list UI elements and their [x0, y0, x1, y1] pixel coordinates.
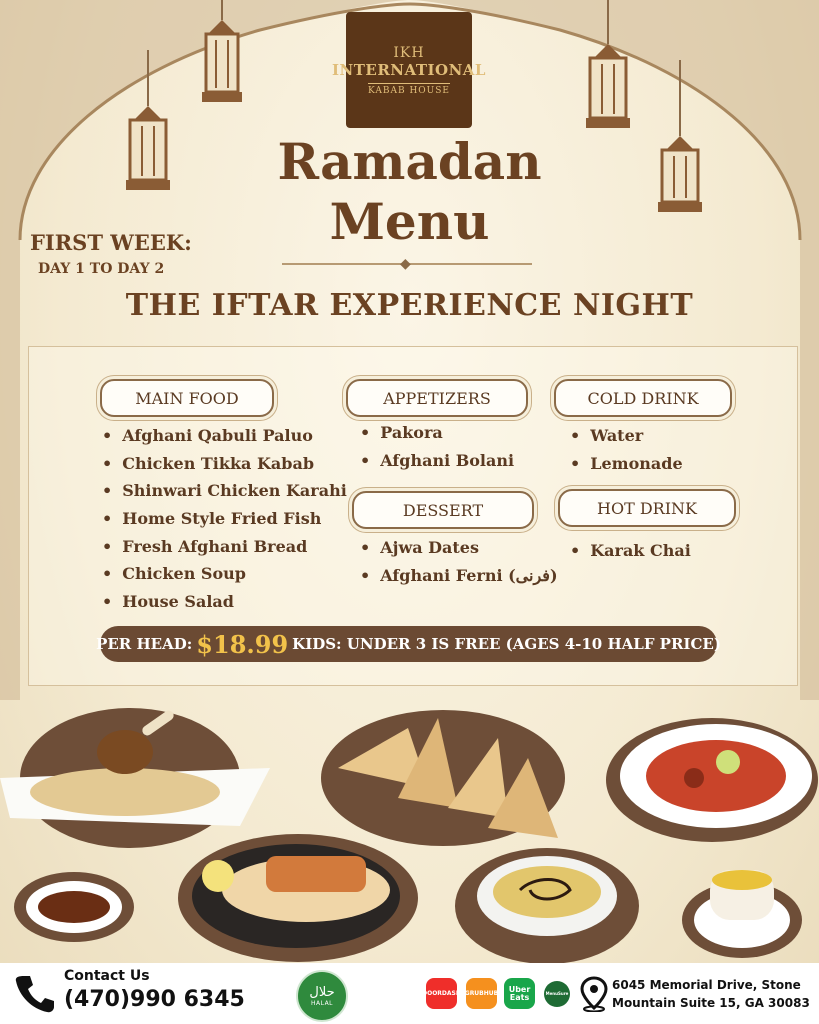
- list-item: • Pakora: [360, 419, 514, 447]
- address-line-2: Mountain Suite 15, GA 30083: [612, 996, 810, 1010]
- address: [612, 976, 810, 1012]
- section-label-hot-drink: HOT DRINK: [558, 489, 736, 527]
- event-title: THE IFTAR EXPERIENCE NIGHT: [125, 288, 694, 323]
- section-label-main-food: MAIN FOOD: [100, 379, 274, 417]
- page-title-line-2: Menu: [329, 192, 490, 251]
- phone-icon[interactable]: [14, 972, 56, 1014]
- karak-chai-image: [680, 856, 804, 960]
- section-label-appetizers: APPETIZERS: [346, 379, 528, 417]
- uber-eats-icon[interactable]: Uber Eats: [504, 978, 535, 1009]
- price-amount: $18.99: [196, 629, 289, 659]
- halal-arabic: حلال: [309, 984, 335, 1000]
- list-item: • Lemonade: [570, 450, 683, 478]
- phone-number[interactable]: (470)990 6345: [64, 987, 245, 1012]
- divider-ornament-icon: ◆: [400, 256, 411, 272]
- chicken-karahi-image: [604, 716, 819, 844]
- list-item: • Afghani Qabuli Paluo: [102, 422, 347, 450]
- address-line-1: 6045 Memorial Drive, Stone: [612, 978, 801, 992]
- location-pin-icon: [580, 976, 608, 1012]
- brand-logo: [332, 12, 486, 128]
- main-food-list: [102, 422, 347, 616]
- menusure-icon[interactable]: MenuSure: [544, 981, 570, 1007]
- list-item: • Home Style Fried Fish: [102, 505, 347, 533]
- kids-price-note: KIDS: UNDER 3 IS FREE (AGES 4-10 HALF PRICE): [292, 635, 721, 653]
- list-item: • Afghani Bolani: [360, 447, 514, 475]
- list-item: • Fresh Afghani Bread: [102, 533, 347, 561]
- soup-bowl-image: [454, 846, 640, 966]
- chicken-tikka-kabab-image: [176, 826, 420, 962]
- grubhub-icon[interactable]: GRUBHUB: [466, 978, 497, 1009]
- lantern-icon: [584, 0, 632, 132]
- list-item: • Chicken Soup: [102, 560, 347, 588]
- price-banner: [96, 626, 721, 662]
- days-label: DAY 1 TO DAY 2: [38, 261, 165, 277]
- contact-label: Contact Us: [64, 968, 150, 984]
- list-item: • Shinwari Chicken Karahi: [102, 477, 347, 505]
- section-label-cold-drink: COLD DRINK: [554, 379, 732, 417]
- hot-drink-list: [570, 537, 691, 565]
- dessert-list: [360, 534, 558, 589]
- cold-drink-list: [570, 422, 683, 477]
- halal-english: HALAL: [310, 999, 334, 1007]
- logo-line-1: IKH: [393, 44, 425, 61]
- list-item: • Ajwa Dates: [360, 534, 558, 562]
- doordash-icon[interactable]: DOORDASH: [426, 978, 457, 1009]
- ajwa-dates-image: [12, 870, 136, 944]
- section-label-dessert: DESSERT: [352, 491, 534, 529]
- appetizers-list: [360, 419, 514, 474]
- list-item: • House Salad: [102, 588, 347, 616]
- halal-badge: [296, 970, 348, 1022]
- page-title-line-1: Ramadan: [277, 132, 542, 191]
- list-item: • Water: [570, 422, 683, 450]
- logo-line-2: INTERNATIONAL: [332, 60, 486, 79]
- week-label: FIRST WEEK:: [30, 230, 192, 255]
- list-item: • Chicken Tikka Kabab: [102, 450, 347, 478]
- logo-line-3: KABAB HOUSE: [368, 83, 450, 96]
- list-item: • Afghani Ferni (فرنی): [360, 562, 558, 590]
- lantern-icon: [198, 0, 246, 110]
- list-item: • Karak Chai: [570, 537, 691, 565]
- price-label: PER HEAD:: [96, 635, 193, 653]
